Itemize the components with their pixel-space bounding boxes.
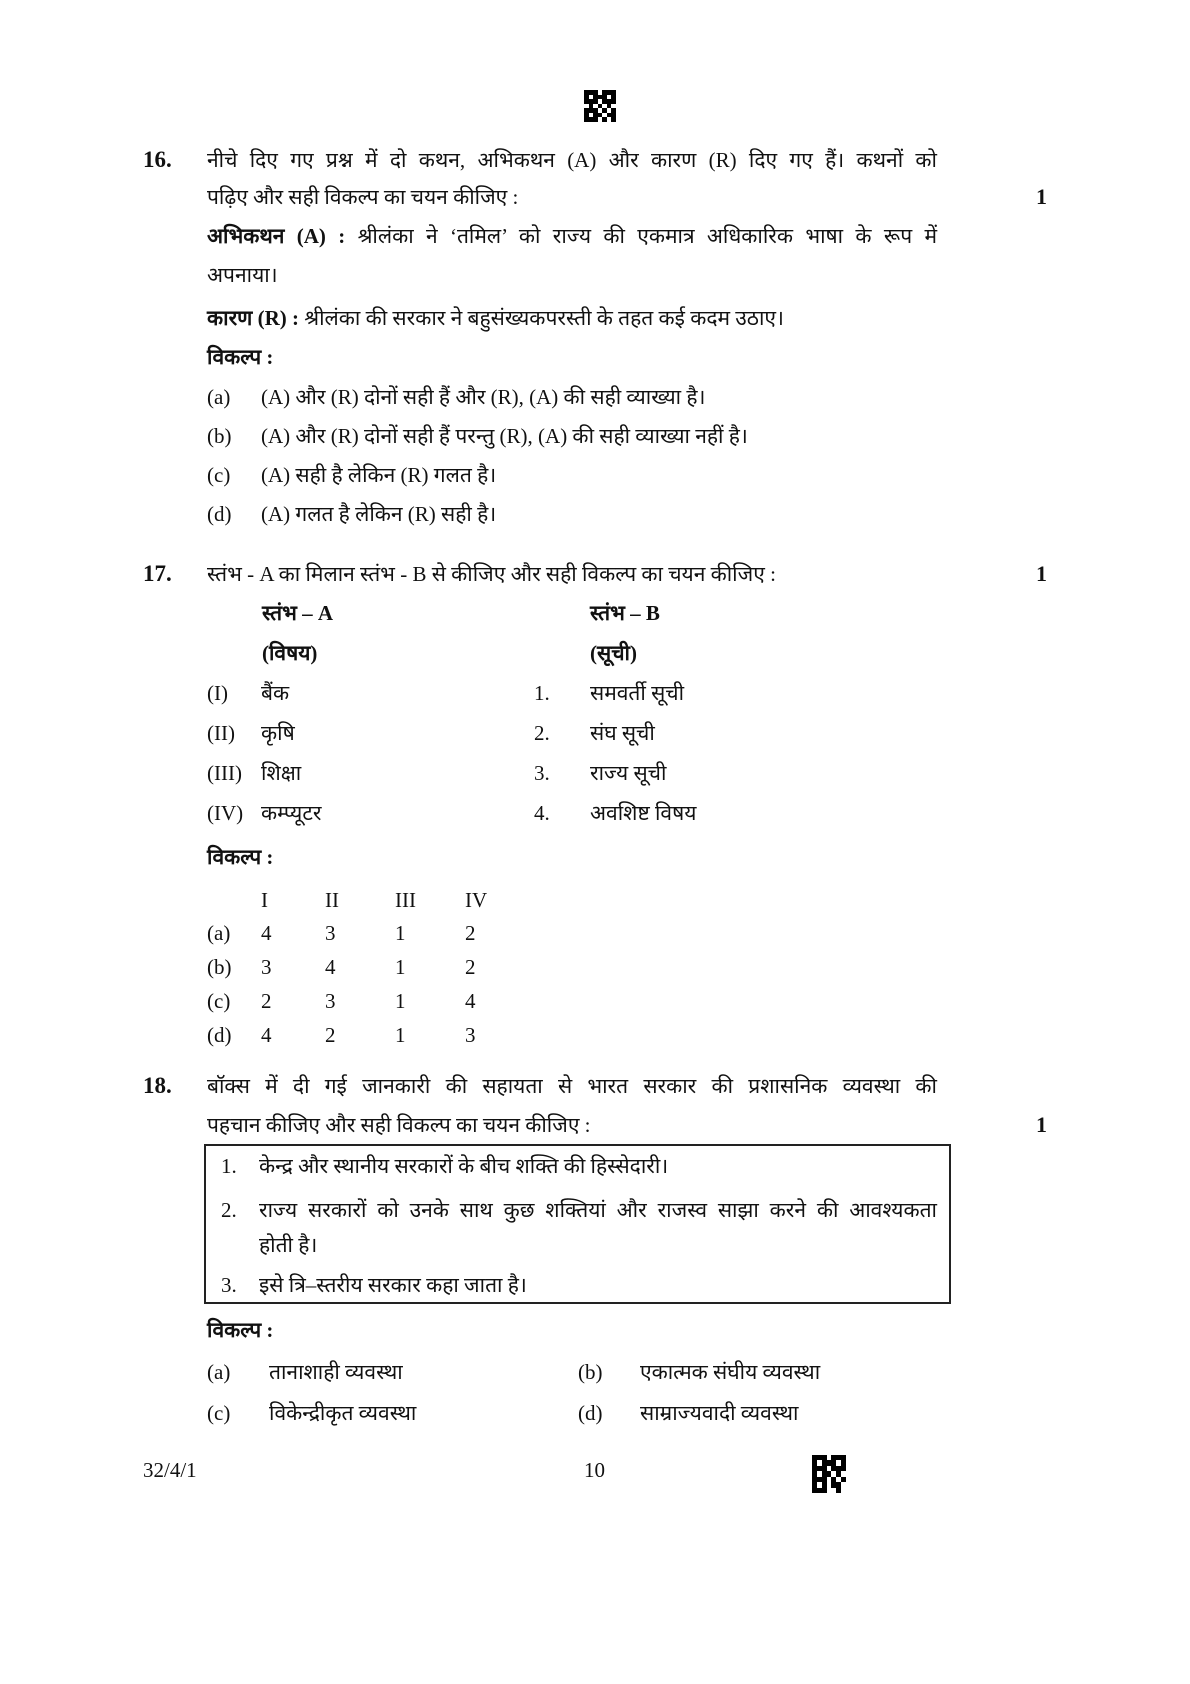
header-cell: I [261,888,268,912]
item-key: 4. [534,801,550,825]
option-text: (A) गलत है लेकिन (R) सही है। [261,502,497,526]
qr-code-icon-bottom [812,1455,846,1493]
option-key: (a) [207,1360,231,1384]
answer-table-header [207,886,515,914]
cell: 3 [325,921,336,945]
answer-option-d[interactable] [207,1021,515,1049]
option-c[interactable] [207,461,496,489]
item-key: 2. [221,1198,237,1222]
column-b-item [534,719,655,747]
column-a-item [207,679,289,707]
option-key: (a) [207,921,231,945]
item-text: केन्द्र और स्थानीय सरकारों के बीच शक्ति की हिस्सेदारी। [259,1154,669,1178]
column-b-title: स्तंभ – B [590,601,660,625]
option-a[interactable] [207,383,705,411]
cell: 3 [325,989,336,1013]
item-key: 2. [534,721,550,745]
q17-prompt: स्तंभ - A का मिलान स्तंभ - B से कीजिए और सही विकल्प का चयन कीजिए : [207,562,776,586]
item-text: समवर्ती सूची [590,681,685,705]
options-label: विकल्प : [207,845,274,869]
option-key: (b) [578,1360,603,1384]
item-key: (II) [207,721,235,745]
option-c[interactable] [207,1399,416,1427]
column-a-item [207,799,322,827]
cell: 2 [465,955,476,979]
answer-option-c[interactable] [207,987,515,1015]
cell: 4 [261,921,272,945]
option-key: (b) [207,955,232,979]
answer-option-a[interactable] [207,919,515,947]
item-key: 1. [534,681,550,705]
info-box-item [221,1271,527,1299]
cell: 4 [465,989,476,1013]
column-a-item [207,719,295,747]
cell: 1 [395,955,406,979]
option-key: (b) [207,424,232,448]
options-label: विकल्प : [207,1318,274,1342]
assertion-text: श्रीलंका ने ‘तमिल’ को राज्य की एकमात्र अधिकारिक भाषा के रूप में [357,224,937,248]
header-cell: III [395,888,416,912]
cell: 1 [395,989,406,1013]
item-text: संघ सूची [590,721,655,745]
q16-assertion [207,222,937,250]
item-text: राज्य सूची [590,761,667,785]
info-box-item-cont: होती है। [259,1233,318,1257]
option-text: (A) और (R) दोनों सही हैं और (R), (A) की सही व्याख्या है। [261,385,706,409]
header-cell: II [325,888,339,912]
cell: 1 [395,921,406,945]
option-text: (A) और (R) दोनों सही हैं परन्तु (R), (A) की सही व्याख्या नहीं है। [261,424,748,448]
q18-prompt-line1: बॉक्स में दी गई जानकारी की सहायता से भारत सरकार की प्रशासनिक व्यवस्था की [207,1074,937,1098]
q18-prompt-line2: पहचान कीजिए और सही विकल्प का चयन कीजिए : [207,1113,591,1137]
item-text: अवशिष्ट विषय [590,801,697,825]
q16-assertion-cont: अपनाया। [207,263,278,287]
cell: 2 [261,989,272,1013]
item-key: 3. [221,1273,237,1297]
marks: 1 [1036,1112,1047,1137]
option-text: एकात्मक संघीय व्यवस्था [640,1360,821,1384]
column-b-subtitle: (सूची) [590,641,637,665]
paper-code: 32/4/1 [143,1458,197,1482]
column-b-item [534,759,666,787]
item-key: (IV) [207,801,244,825]
item-text: कृषि [261,721,295,745]
marks: 1 [1036,184,1047,209]
assertion-label: अभिकथन (A) : [207,224,346,248]
item-text: इसे त्रि–स्तरीय सरकार कहा जाता है। [259,1273,527,1297]
q16-prompt-line1: नीचे दिए गए प्रश्न में दो कथन, अभिकथन (A) और कारण (R) दिए गए हैं। कथनों को [207,148,937,172]
option-text: तानाशाही व्यवस्था [269,1360,403,1384]
column-b-item [534,799,696,827]
cell: 2 [465,921,476,945]
cell: 3 [465,1023,476,1047]
item-text: कम्प्यूटर [261,801,322,825]
marks: 1 [1036,561,1047,586]
question-number: 17. [143,561,172,586]
option-d[interactable] [207,500,496,528]
option-d[interactable] [578,1399,798,1427]
cell: 4 [325,955,336,979]
option-text: विकेन्द्रीकृत व्यवस्था [269,1401,417,1425]
answer-option-b[interactable] [207,953,515,981]
question-number: 16. [143,147,172,172]
question-number: 18. [143,1073,172,1098]
cell: 2 [325,1023,336,1047]
option-key: (a) [207,385,231,409]
column-a-title: स्तंभ – A [262,601,334,625]
options-label: विकल्प : [207,345,274,369]
option-key: (d) [207,502,232,526]
item-key: 1. [221,1154,237,1178]
option-key: (c) [207,1401,231,1425]
option-key: (d) [207,1023,232,1047]
item-key: (III) [207,761,242,785]
q16-prompt-line2: पढ़िए और सही विकल्प का चयन कीजिए : [207,185,519,209]
option-key: (d) [578,1401,603,1425]
option-a[interactable] [207,1358,403,1386]
column-b-item [534,679,684,707]
header-cell: IV [465,888,488,912]
page-number: 10 [584,1458,605,1482]
cell: 3 [261,955,272,979]
item-key: 3. [534,761,550,785]
info-box-item [221,1152,668,1180]
info-box-item [221,1196,937,1224]
reason-label: कारण (R) : [207,306,299,330]
item-text: राज्य सरकारों को उनके साथ कुछ शक्तियां और राजस्व साझा करने की आवश्यकता [259,1198,937,1222]
item-text: बैंक [261,681,290,705]
option-b[interactable] [578,1358,820,1386]
cell: 4 [261,1023,272,1047]
reason-text: श्रीलंका की सरकार ने बहुसंख्यकपरस्ती के तहत कई कदम उठाए। [304,306,784,330]
option-text: (A) सही है लेकिन (R) गलत है। [261,463,497,487]
option-key: (c) [207,463,231,487]
option-text: साम्राज्यवादी व्यवस्था [640,1401,799,1425]
option-b[interactable] [207,422,748,450]
cell: 1 [395,1023,406,1047]
option-key: (c) [207,989,231,1013]
qr-code-icon-top [584,90,616,122]
column-a-subtitle: (विषय) [262,641,318,665]
item-text: शिक्षा [261,761,302,785]
column-a-item [207,759,301,787]
q16-reason [207,304,784,332]
item-key: (I) [207,681,228,705]
